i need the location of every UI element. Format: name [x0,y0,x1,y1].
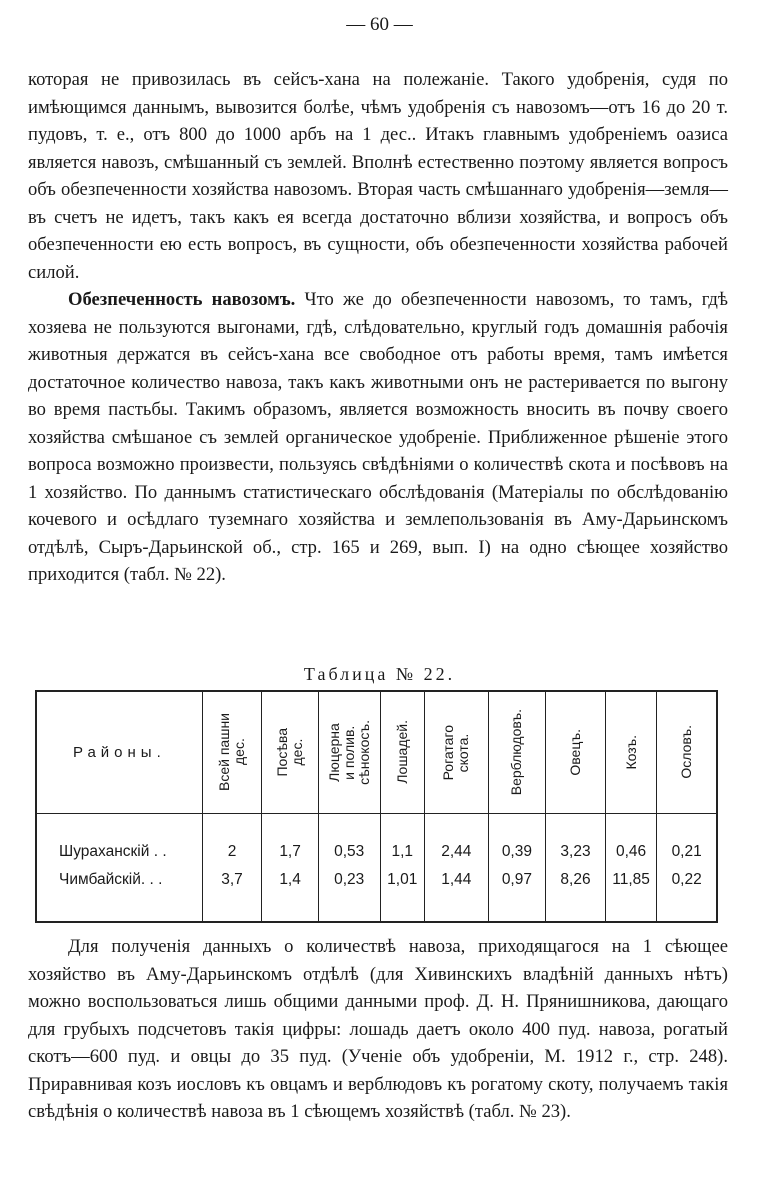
cell: 0,22 [657,866,717,894]
cell: 3,23 [546,838,606,866]
cell: 1,01 [380,866,424,894]
cell: 2,44 [424,838,488,866]
col-header: Посѣва дес. [262,691,319,813]
col-header: Рогатаго скота. [424,691,488,813]
col-header: Всей пашни дес. [202,691,262,813]
text-block-bottom [28,933,728,1126]
col-header: Люцерна и полив. сѣнокосъ. [318,691,380,813]
paragraph-3: Для полученія данныхъ о количествѣ навоза, приходящагося на 1 сѣющее хозяйство въ Аму-Дарьинскомъ отдѣлѣ (для Хивинскихъ владѣній данныхъ нѣтъ) можно воспользоваться лишь общими данными проф. Д. Н. Прянишникова, дающаго для грубыхъ подсчетовъ такія цифры: лошадь даетъ около 400 пуд. навоза, рогатый скотъ—600 пуд. и овцы до 35 пуд. (Ученіе объ удобреніи, М. 1912 г., стр. 248). Приравнивая козъ иословъ къ овцамъ и верблюдовъ къ рогатому скоту, получаемъ такія свѣдѣнія о количествѣ навоза въ 1 сѣющемъ хозяйствѣ (табл. № 23). [28,936,728,1122]
cell: 0,46 [605,838,657,866]
table-header-row [36,691,717,813]
cell: 2 [202,838,262,866]
cell: 3,7 [202,866,262,894]
table-22 [35,690,718,923]
col-header-districts: Районы. [36,691,202,813]
paragraph-2-text: Что же до обезпеченности навозомъ, то тамъ, гдѣ хозяева не пользуются выгонами, гдѣ, слѣдовательно, круглый годъ домашнія рабочія животныя держатся въ сейсъ-хана все свободное отъ работы время, тамъ имѣется достаточное количество навоза, такъ какъ животными онъ не растеривается по выгону во время пастьбы. Такимъ образомъ, является возможность вносить въ почву своего хозяйства смѣшаное съ землей органическое удобреніе. Приближенное рѣшеніе этого вопроса возможно произвести, пользуясь свѣдѣніями о количествѣ скота и посѣвовъ на 1 хозяйство. По даннымъ статистическаго обслѣдованія (Матеріалы по обслѣдованію кочевого и осѣдлаго туземнаго хозяйства и землепользованія въ Аму-Дарьинскомъ отдѣлѣ, Сыръ-Дарьинской об., стр. 165 и 269, вып. I) на одно сѣющее хозяйство приходится (табл. № 22). [28,289,728,585]
col-header: Ословъ. [657,691,717,813]
cell: 0,97 [488,866,546,894]
table-row [36,838,717,866]
col-header: Козъ. [605,691,657,813]
cell: 0,21 [657,838,717,866]
cell: 1,44 [424,866,488,894]
table-row [36,866,717,894]
cell: 11,85 [605,866,657,894]
col-header: Верблюдовъ. [488,691,546,813]
cell: 1,4 [262,866,319,894]
col-header: Овецъ. [546,691,606,813]
paragraph-2 [28,286,728,589]
text-block-top [28,66,728,589]
cell: 1,1 [380,838,424,866]
page-number: — 60 — [346,14,413,35]
paragraph-1: которая не привозилась въ сейсъ-хана на полежаніе. Такого удобренія, судя по имѣющимся даннымъ, вывозится болѣе, чѣмъ удобренія съ навозомъ—отъ 16 до 20 т. пудовъ, т. е., отъ 800 до 1000 арбъ на 1 дес.. Итакъ главнымъ удобреніемъ оазиса является навозъ, смѣшанный съ землей. Вполнѣ естественно поэтому является вопросъ объ обезпеченности хозяйства навозомъ. Вторая часть смѣшаннаго удобренія—земля—въ счетъ не идетъ, такъ какъ ея всегда достаточно вблизи хозяйства, и вопросъ объ обезпеченности ею есть вопросъ, въ сущности, объ обезпеченности хозяйства рабочей силой. [28,69,728,283]
district-name: Чимбайскій. . . [36,866,202,894]
district-name: Шураханскій . . [36,838,202,866]
cell: 0,53 [318,838,380,866]
cell: 0,39 [488,838,546,866]
section-heading: Обезпеченность навозомъ. [68,289,296,310]
col-header: Лошадей. [380,691,424,813]
cell: 0,23 [318,866,380,894]
table-caption: Таблица № 22. [303,664,456,684]
cell: 8,26 [546,866,606,894]
cell: 1,7 [262,838,319,866]
